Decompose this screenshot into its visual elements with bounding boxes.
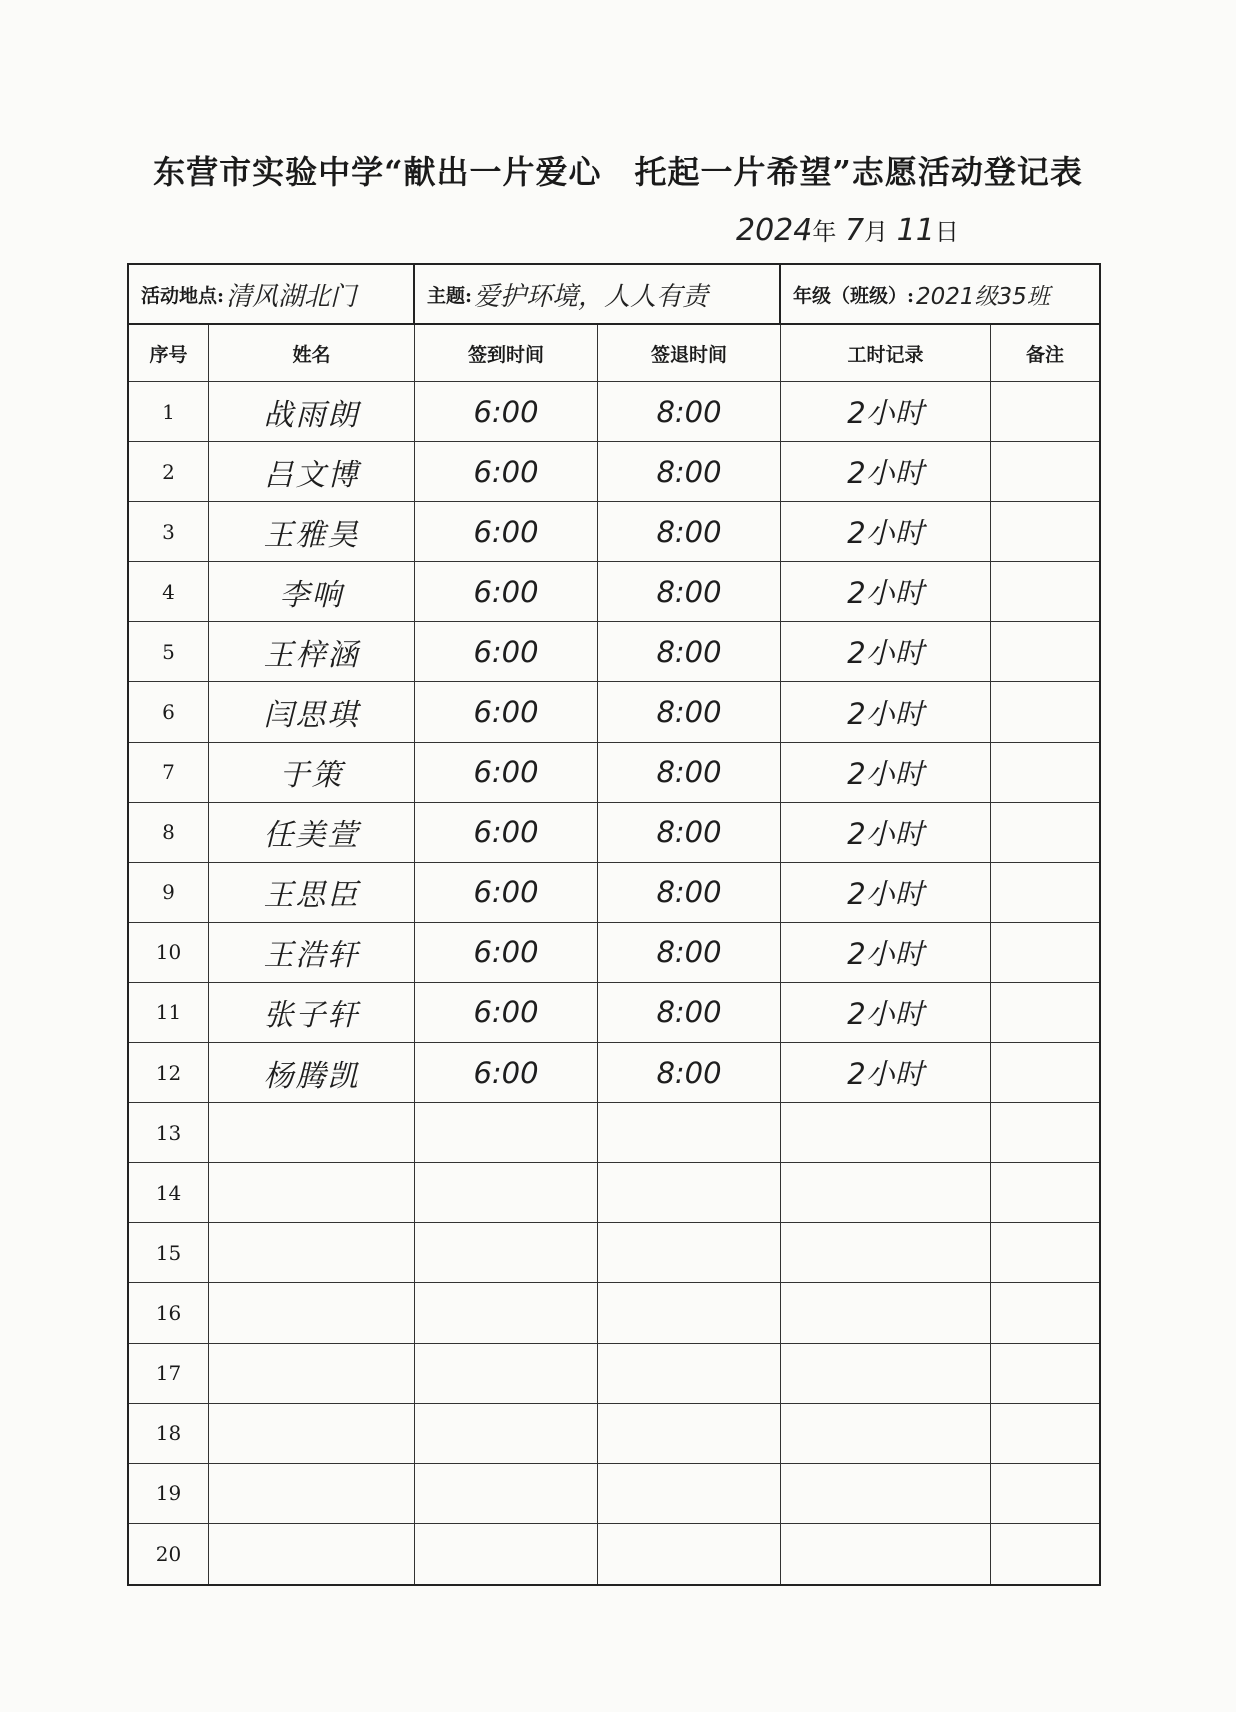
table-row <box>129 682 1099 742</box>
sign-out-time: 8:00 <box>598 803 781 862</box>
location-value: 清风湖北门 <box>226 281 357 312</box>
volunteer-name: 王浩轩 <box>209 923 415 982</box>
note-cell <box>991 983 1099 1042</box>
sign-in-time: 6:00 <box>415 983 598 1042</box>
volunteer-name: 吕文博 <box>209 442 415 501</box>
sign-in-time <box>415 1223 598 1282</box>
hours-record: 2小时 <box>781 923 991 982</box>
volunteer-name <box>209 1344 415 1403</box>
sign-out-time <box>598 1103 781 1162</box>
sign-in-time: 6:00 <box>415 743 598 802</box>
note-cell <box>991 863 1099 922</box>
sign-out-time <box>598 1223 781 1282</box>
row-number: 12 <box>129 1043 209 1102</box>
location-label: 活动地点: <box>141 284 225 307</box>
sign-in-time <box>415 1344 598 1403</box>
table-row <box>129 622 1099 682</box>
volunteer-name: 战雨朗 <box>209 382 415 441</box>
row-number: 8 <box>129 803 209 862</box>
col-header-name: 姓名 <box>209 325 415 381</box>
col-header-hours: 工时记录 <box>781 325 991 381</box>
activity-info-row <box>129 265 1099 325</box>
table-row <box>129 1283 1099 1343</box>
table-row <box>129 1043 1099 1103</box>
volunteer-name: 张子轩 <box>209 983 415 1042</box>
table-row <box>129 863 1099 923</box>
row-number: 5 <box>129 622 209 681</box>
table-row <box>129 442 1099 502</box>
theme-label: 主题: <box>427 284 473 307</box>
note-cell <box>991 803 1099 862</box>
table-row <box>129 983 1099 1043</box>
sign-in-time <box>415 1103 598 1162</box>
sign-out-time <box>598 1344 781 1403</box>
table-row <box>129 1223 1099 1283</box>
table-row <box>129 923 1099 983</box>
hours-record: 2小时 <box>781 863 991 922</box>
row-number: 4 <box>129 562 209 621</box>
col-header-no: 序号 <box>129 325 209 381</box>
table-row <box>129 1524 1099 1584</box>
table-row <box>129 1103 1099 1163</box>
note-cell <box>991 1524 1099 1584</box>
sign-out-time: 8:00 <box>598 382 781 441</box>
sign-out-time: 8:00 <box>598 622 781 681</box>
note-cell <box>991 502 1099 561</box>
sign-out-time <box>598 1283 781 1342</box>
sign-out-time: 8:00 <box>598 863 781 922</box>
sign-out-time: 8:00 <box>598 442 781 501</box>
table-row <box>129 1464 1099 1524</box>
class-cell <box>781 265 1099 323</box>
registration-table <box>127 263 1101 1586</box>
sign-out-time <box>598 1464 781 1523</box>
class-label: 年级（班级）: <box>793 284 915 307</box>
sign-out-time: 8:00 <box>598 562 781 621</box>
hours-record <box>781 1223 991 1282</box>
col-header-sign-out: 签退时间 <box>598 325 781 381</box>
volunteer-name: 王思臣 <box>209 863 415 922</box>
sign-in-time: 6:00 <box>415 923 598 982</box>
col-header-sign-in: 签到时间 <box>415 325 598 381</box>
row-number: 11 <box>129 983 209 1042</box>
sign-in-time: 6:00 <box>415 1043 598 1102</box>
volunteer-name: 王雅昊 <box>209 502 415 561</box>
hours-record <box>781 1344 991 1403</box>
volunteer-name <box>209 1404 415 1463</box>
sign-in-time <box>415 1524 598 1584</box>
volunteer-name: 李响 <box>209 562 415 621</box>
row-number: 2 <box>129 442 209 501</box>
note-cell <box>991 1163 1099 1222</box>
hours-record: 2小时 <box>781 803 991 862</box>
table-row <box>129 1344 1099 1404</box>
note-cell <box>991 562 1099 621</box>
date-month-label: 月 <box>864 218 889 246</box>
volunteer-name: 杨腾凯 <box>209 1043 415 1102</box>
table-row <box>129 743 1099 803</box>
hours-record <box>781 1404 991 1463</box>
row-number: 3 <box>129 502 209 561</box>
sign-out-time: 8:00 <box>598 743 781 802</box>
sign-out-time: 8:00 <box>598 682 781 741</box>
volunteer-name: 闫思琪 <box>209 682 415 741</box>
row-number: 18 <box>129 1404 209 1463</box>
sign-in-time: 6:00 <box>415 442 598 501</box>
note-cell <box>991 1344 1099 1403</box>
sign-in-time <box>415 1404 598 1463</box>
sign-in-time: 6:00 <box>415 382 598 441</box>
hours-record: 2小时 <box>781 743 991 802</box>
row-number: 16 <box>129 1283 209 1342</box>
form-title: 东营市实验中学“献出一片爱心 托起一片希望”志愿活动登记表 <box>153 153 1083 191</box>
hours-record <box>781 1163 991 1222</box>
sign-in-time <box>415 1464 598 1523</box>
table-row <box>129 382 1099 442</box>
sign-out-time: 8:00 <box>598 502 781 561</box>
table-row <box>129 803 1099 863</box>
sign-out-time: 8:00 <box>598 923 781 982</box>
column-header-row <box>129 325 1099 382</box>
volunteer-name: 任美萱 <box>209 803 415 862</box>
note-cell <box>991 1223 1099 1282</box>
hours-record: 2小时 <box>781 983 991 1042</box>
note-cell <box>991 1283 1099 1342</box>
sign-out-time <box>598 1524 781 1584</box>
table-row <box>129 562 1099 622</box>
theme-value: 爱护环境，人人有责 <box>474 281 709 312</box>
row-number: 6 <box>129 682 209 741</box>
sign-in-time: 6:00 <box>415 682 598 741</box>
note-cell <box>991 682 1099 741</box>
table-body <box>129 382 1099 1584</box>
row-number: 13 <box>129 1103 209 1162</box>
row-number: 19 <box>129 1464 209 1523</box>
sign-out-time <box>598 1404 781 1463</box>
sign-in-time <box>415 1163 598 1222</box>
theme-cell <box>415 265 781 323</box>
hours-record: 2小时 <box>781 562 991 621</box>
row-number: 10 <box>129 923 209 982</box>
note-cell <box>991 1404 1099 1463</box>
volunteer-name <box>209 1524 415 1584</box>
volunteer-name <box>209 1163 415 1222</box>
note-cell <box>991 923 1099 982</box>
sign-in-time: 6:00 <box>415 863 598 922</box>
note-cell <box>991 1043 1099 1102</box>
note-cell <box>991 442 1099 501</box>
hours-record <box>781 1464 991 1523</box>
volunteer-name <box>209 1103 415 1162</box>
hours-record: 2小时 <box>781 682 991 741</box>
sign-in-time: 6:00 <box>415 562 598 621</box>
row-number: 7 <box>129 743 209 802</box>
row-number: 20 <box>129 1524 209 1584</box>
sign-out-time: 8:00 <box>598 983 781 1042</box>
date-year: 2024 <box>736 213 813 248</box>
col-header-note: 备注 <box>1025 343 1064 366</box>
volunteer-name <box>209 1223 415 1282</box>
note-cell <box>991 1464 1099 1523</box>
row-number: 15 <box>129 1223 209 1282</box>
row-number: 14 <box>129 1163 209 1222</box>
location-cell <box>129 265 415 323</box>
sign-in-time: 6:00 <box>415 803 598 862</box>
hours-record: 2小时 <box>781 382 991 441</box>
sign-in-time: 6:00 <box>415 502 598 561</box>
sign-out-time <box>598 1163 781 1222</box>
date-month: 7 <box>844 213 865 248</box>
hours-record: 2小时 <box>781 622 991 681</box>
table-row <box>129 1404 1099 1464</box>
date-line <box>736 212 996 248</box>
date-year-label: 年 <box>812 218 837 246</box>
row-number: 17 <box>129 1344 209 1403</box>
table-row <box>129 502 1099 562</box>
hours-record <box>781 1103 991 1162</box>
volunteer-name <box>209 1283 415 1342</box>
sign-in-time <box>415 1283 598 1342</box>
note-cell <box>991 622 1099 681</box>
note-cell <box>991 743 1099 802</box>
hours-record: 2小时 <box>781 502 991 561</box>
sign-in-time: 6:00 <box>415 622 598 681</box>
note-cell <box>991 1103 1099 1162</box>
hours-record <box>781 1524 991 1584</box>
row-number: 1 <box>129 382 209 441</box>
date-day: 11 <box>896 213 935 248</box>
volunteer-name: 于策 <box>209 743 415 802</box>
table-row <box>129 1163 1099 1223</box>
hours-record: 2小时 <box>781 442 991 501</box>
hours-record: 2小时 <box>781 1043 991 1102</box>
sign-out-time: 8:00 <box>598 1043 781 1102</box>
volunteer-name <box>209 1464 415 1523</box>
note-cell <box>991 382 1099 441</box>
hours-record <box>781 1283 991 1342</box>
row-number: 9 <box>129 863 209 922</box>
date-day-label: 日 <box>934 218 959 246</box>
class-value: 2021级35班 <box>916 283 1050 310</box>
volunteer-name: 王梓涵 <box>209 622 415 681</box>
